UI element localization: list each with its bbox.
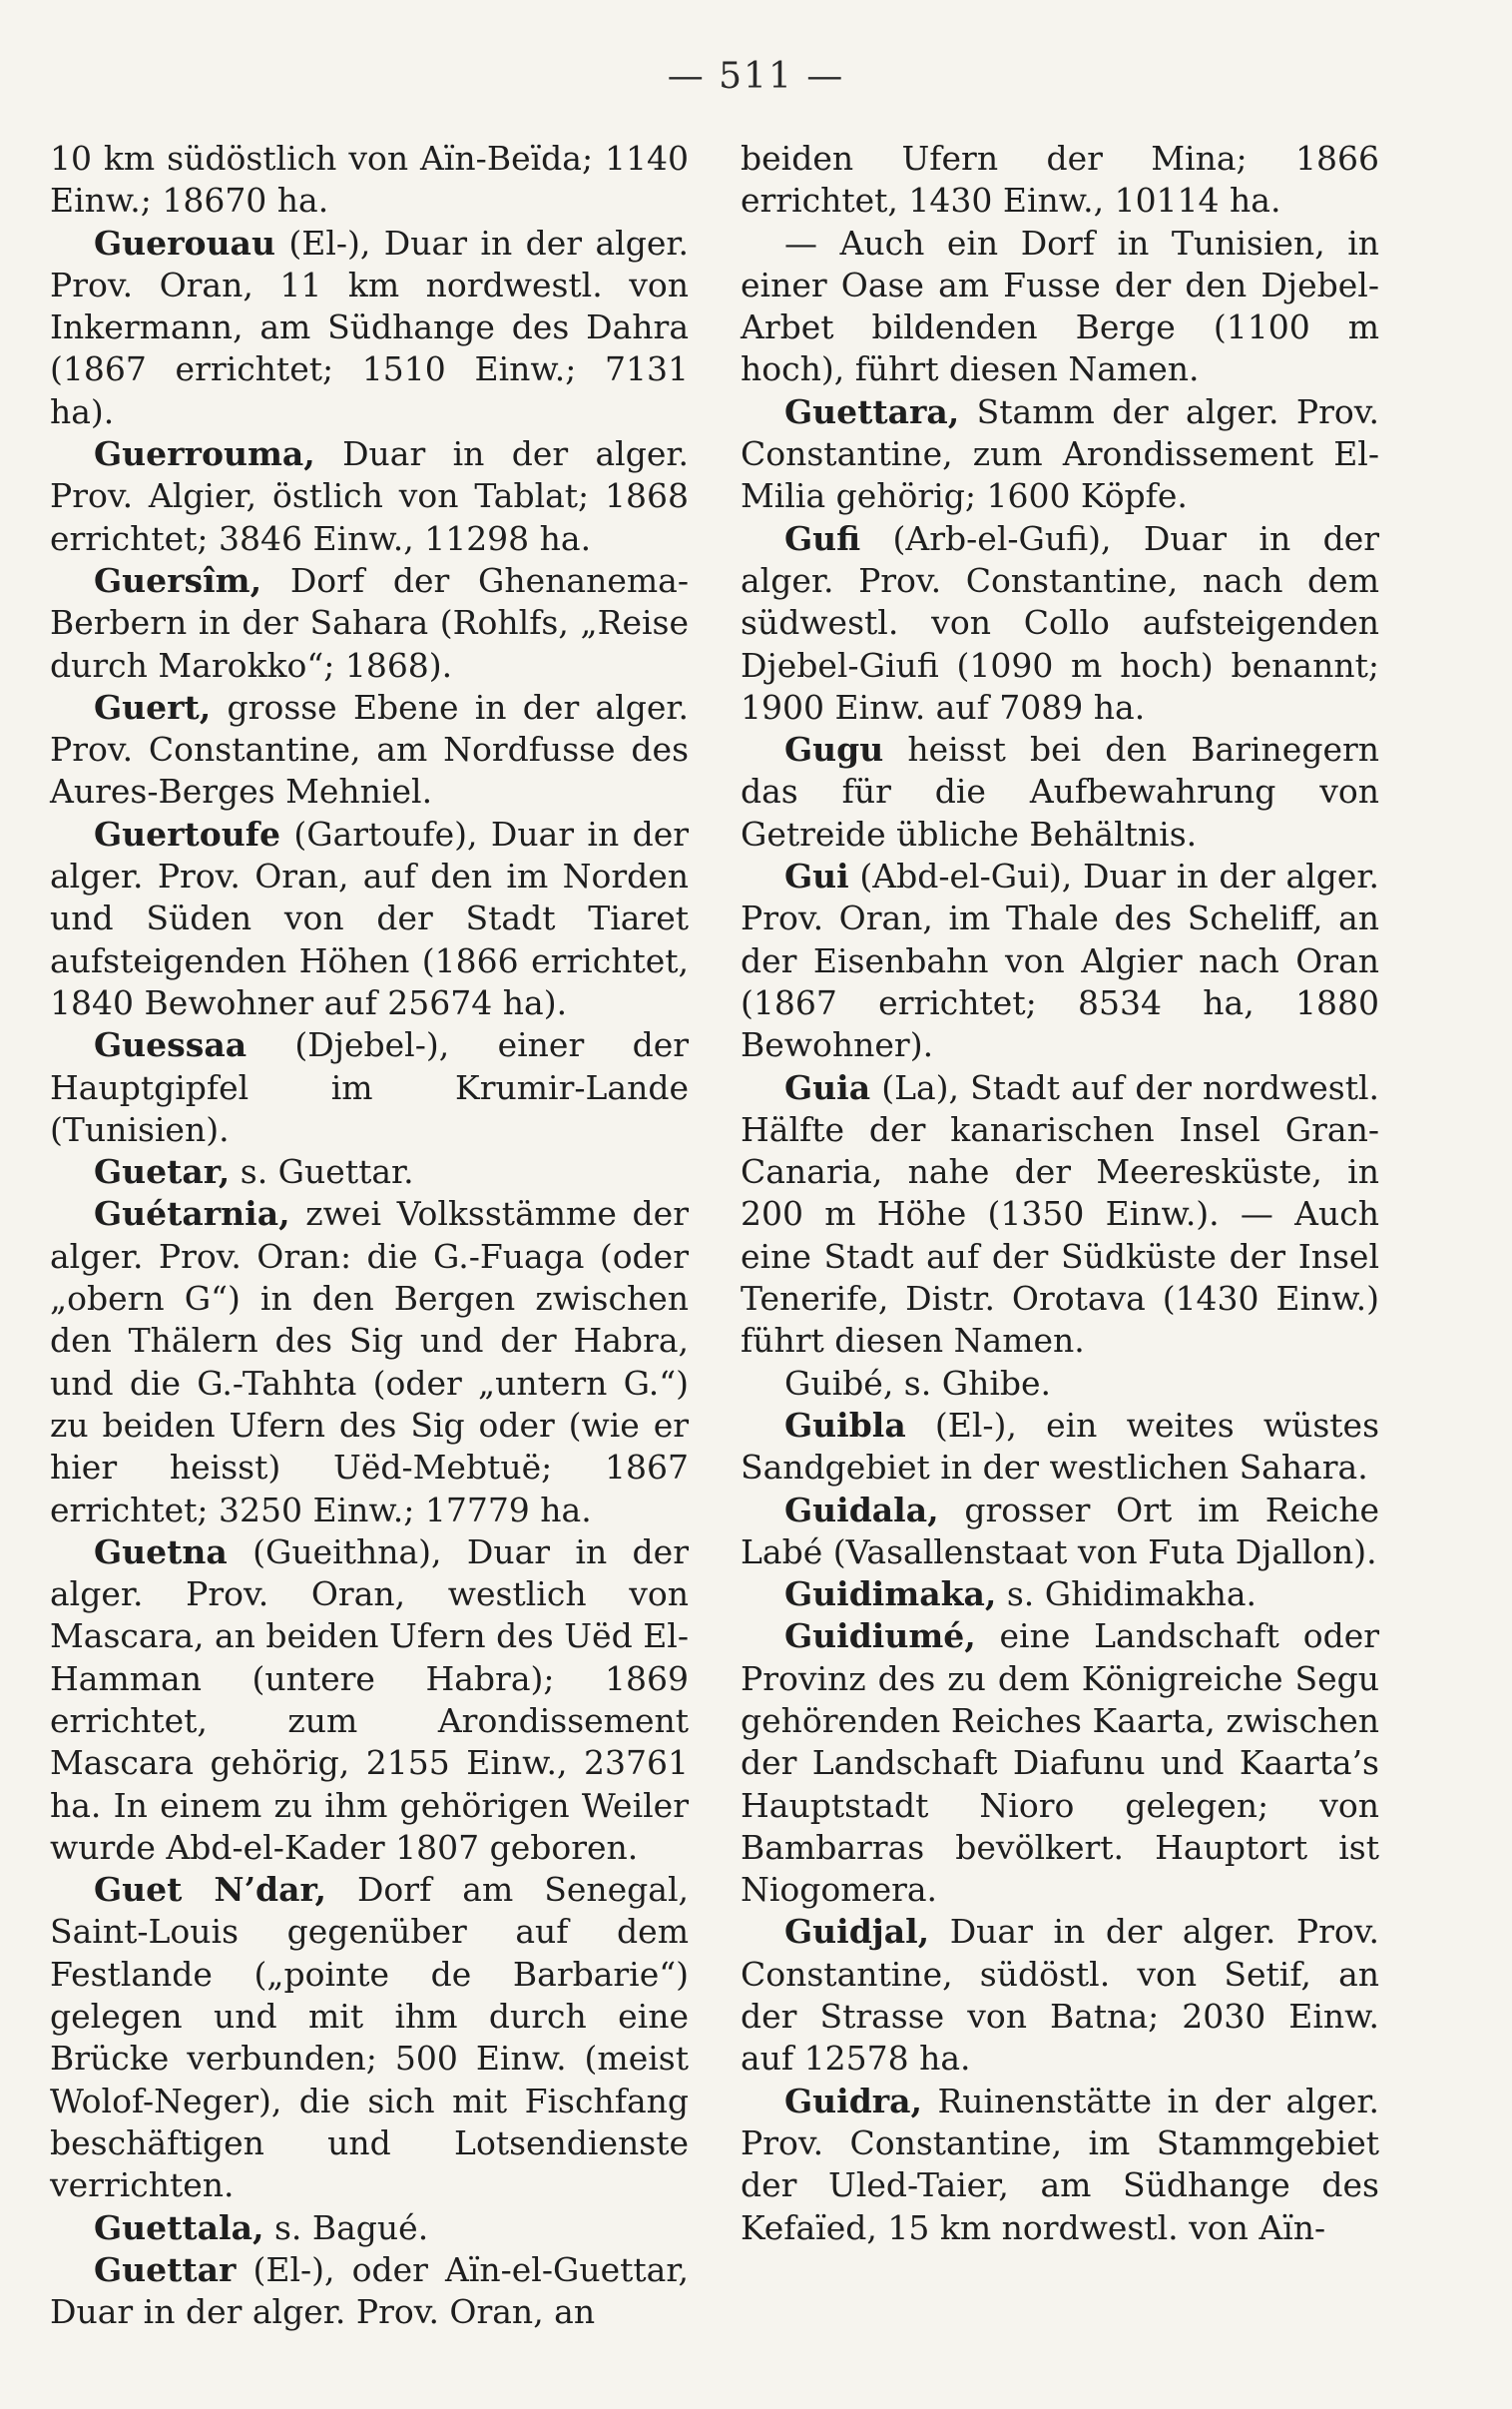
dictionary-entry xyxy=(50,138,689,223)
entry-headword: Guertoufe xyxy=(94,814,280,854)
entry-text: grosser Ort im Reiche Labé (Vasallenstaat von Futa Djallon). xyxy=(741,1490,1379,1571)
entry-headword: Gui xyxy=(784,857,849,897)
entry-text: s. Bagué. xyxy=(263,2207,429,2247)
dictionary-entry xyxy=(50,1193,689,1530)
dictionary-entry xyxy=(50,687,689,814)
entry-headword: Guessaa xyxy=(94,1025,248,1065)
entry-text: Ruinenstätte in der alger. Prov. Constantine, im Stammgebiet der Uled-Taier, am Südhange des Kefaïed, 15 km nordwestl. von Aïn- xyxy=(741,2081,1379,2247)
right-column xyxy=(741,138,1379,2249)
entry-headword: Guetar, xyxy=(94,1152,231,1192)
entry-headword: Guert, xyxy=(94,687,212,727)
dictionary-entry xyxy=(50,1531,689,1869)
entry-headword: Guia xyxy=(784,1067,871,1107)
entry-text: s. Ghidimakha. xyxy=(996,1574,1257,1614)
left-column xyxy=(50,138,689,2333)
entry-headword: Guettar xyxy=(94,2249,237,2289)
entry-text: (Gartoufe), Duar in der alger. Prov. Oran, auf den im Norden und Süden von der Stadt Tiaret aufsteigenden Höhen (1866 errichtet, 1840 Bewohner auf 25674 ha). xyxy=(50,814,689,1022)
entry-headword: Guétarnia, xyxy=(94,1194,290,1234)
dictionary-entry xyxy=(741,391,1379,518)
entry-text: Duar in der alger. Prov. Algier, östlich von Tablat; 1868 errichtet; 3846 Einw., 11298 ha. xyxy=(50,434,689,558)
entry-text: (El-), Duar in der alger. Prov. Oran, 11 km nordwestl. von Inkermann, am Südhange des Dahra (1867 errichtet; 1510 Einw.; 7131 ha). xyxy=(50,223,689,431)
dictionary-entry xyxy=(741,1067,1379,1363)
entry-headword: Guersîm, xyxy=(94,560,262,600)
dictionary-entry xyxy=(50,814,689,1024)
entry-text: eine Landschaft oder Provinz des zu dem Königreiche Segu gehörenden Reiches Kaarta, zwischen der Landschaft Diafunu und Kaarta’s Hauptstadt Nioro gelegen; von Bambarras bevölkert. Hauptort ist Niogomera. xyxy=(741,1616,1379,1910)
entry-text: (Arb-el-Gufi), Duar in der alger. Prov. Constantine, nach dem südwestl. von Collo aufsteigenden Djebel-Giufi (1090 m hoch) benannt; 1900 Einw. auf 7089 ha. xyxy=(741,518,1379,727)
dictionary-entry xyxy=(741,518,1379,729)
entry-text: grosse Ebene in der alger. Prov. Constantine, am Nordfusse des Aures-Berges Mehniel. xyxy=(50,687,689,812)
entry-text: (Abd-el-Gui), Duar in der alger. Prov. Oran, im Thale des Scheliff, an der Eisenbahn von Algier nach Oran (1867 errichtet; 8534 ha, 1880 Bewohner). xyxy=(741,857,1379,1065)
entry-text: (La), Stadt auf der nordwestl. Hälfte der kanarischen Insel Gran-Canaria, nahe der Meeresküste, in 200 m Höhe (1350 Einw.). — Auch eine Stadt auf der Südküste der Insel Tenerife, Distr. Orotava (1430 Einw.) führt diesen Namen. xyxy=(741,1067,1379,1361)
entry-text: Duar in der alger. Prov. Constantine, südöstl. von Setif, an der Strasse von Batna; 2030 Einw. auf 12578 ha. xyxy=(741,1912,1379,2079)
dictionary-entry xyxy=(741,1573,1379,1615)
entry-text: 10 km südöstlich von Aïn-Beïda; 1140 Einw.; 18670 ha. xyxy=(50,139,689,221)
dictionary-entry xyxy=(50,1869,689,2206)
page-number: — 511 — xyxy=(667,56,845,97)
dictionary-entry xyxy=(741,1405,1379,1490)
entry-text: zwei Volksstämme der alger. Prov. Oran: die G.-Fuaga (oder „obern G“) in den Bergen zwischen den Thälern des Sig und der Habra, und die G.-Tahhta (oder „untern G.“) zu beiden Ufern des Sig oder (wie er hier heisst) Uëd-Mebtuë; 1867 errichtet; 3250 Einw.; 17779 ha. xyxy=(50,1194,689,1529)
dictionary-entry xyxy=(50,1024,689,1151)
entry-headword: Guidiumé, xyxy=(784,1616,976,1656)
entry-headword: Guerouau xyxy=(94,223,275,263)
entry-text: Dorf der Ghenanema-Berbern in der Sahara (Rohlfs, „Reise durch Marokko“; 1868). xyxy=(50,560,689,685)
dictionary-entry xyxy=(50,2249,689,2334)
entry-text: Stamm der alger. Prov. Constantine, zum Arondissement El-Milia gehörig; 1600 Köpfe. xyxy=(741,391,1379,516)
entry-text: — Auch ein Dorf in Tunisien, in einer Oase am Fusse der den Djebel-Arbet bildenden Berge (1100 m hoch), führt diesen Namen. xyxy=(741,223,1379,389)
dictionary-entry xyxy=(741,223,1379,391)
dictionary-entry xyxy=(50,2207,689,2249)
entry-text: (Gueithna), Duar in der alger. Prov. Oran, westlich von Mascara, an beiden Ufern des Uëd El-Hamman (untere Habra); 1869 errichtet, zum Arondissement Mascara gehörig, 2155 Einw., 23761 ha. In einem zu ihm gehörigen Weiler wurde Abd-el-Kader 1807 geboren. xyxy=(50,1531,689,1867)
dictionary-entry xyxy=(741,729,1379,856)
entry-text: (Djebel-), einer der Hauptgipfel im Krumir-Lande (Tunisien). xyxy=(50,1025,689,1149)
dictionary-entry xyxy=(50,560,689,687)
entry-headword: Gufi xyxy=(784,518,861,558)
dictionary-entry xyxy=(741,1911,1379,2080)
entry-headword: Guibla xyxy=(784,1405,906,1445)
entry-headword: Gugu xyxy=(784,730,884,770)
dictionary-entry xyxy=(50,433,689,560)
entry-text: beiden Ufern der Mina; 1866 errichtet, 1430 Einw., 10114 ha. xyxy=(741,139,1379,221)
entry-headword: Guetna xyxy=(94,1531,228,1571)
entry-headword: Guidala, xyxy=(784,1490,939,1529)
dictionary-entry xyxy=(741,856,1379,1066)
entry-text: heisst bei den Barinegern das für die Aufbewahrung von Getreide übliche Behältnis. xyxy=(741,730,1379,854)
entry-headword: Guet N’dar, xyxy=(94,1870,326,1910)
dictionary-entry xyxy=(741,1615,1379,1911)
entry-headword: Guidimaka, xyxy=(784,1574,997,1614)
entry-headword: Guerrouma, xyxy=(94,434,315,474)
entry-headword: Guettala, xyxy=(94,2207,264,2247)
dictionary-entry xyxy=(50,1151,689,1193)
entry-headword: Guidra, xyxy=(784,2081,923,2120)
entry-headword: Guettara, xyxy=(784,391,960,431)
entry-text: Guibé, s. Ghibe. xyxy=(784,1363,1052,1403)
entry-text: Dorf am Senegal, Saint-Louis gegenüber auf dem Festlande („pointe de Barbarie“) gelegen und mit ihm durch eine Brücke verbunden; 500 Einw. (meist Wolof-Neger), die sich mit Fischfang beschäftigen und Lotsendienste verrichten. xyxy=(50,1870,689,2205)
entry-headword: Guidjal, xyxy=(784,1912,930,1952)
dictionary-entry xyxy=(741,1490,1379,1574)
entry-text: (El-), oder Aïn-el-Guettar, Duar in der alger. Prov. Oran, an xyxy=(50,2249,689,2332)
dictionary-entry xyxy=(741,138,1379,223)
entry-text: (El-), ein weites wüstes Sandgebiet in der westlichen Sahara. xyxy=(741,1405,1379,1488)
dictionary-entry xyxy=(50,223,689,433)
entry-text: s. Guettar. xyxy=(230,1152,414,1192)
dictionary-entry xyxy=(741,1363,1379,1405)
dictionary-entry xyxy=(741,2081,1379,2249)
